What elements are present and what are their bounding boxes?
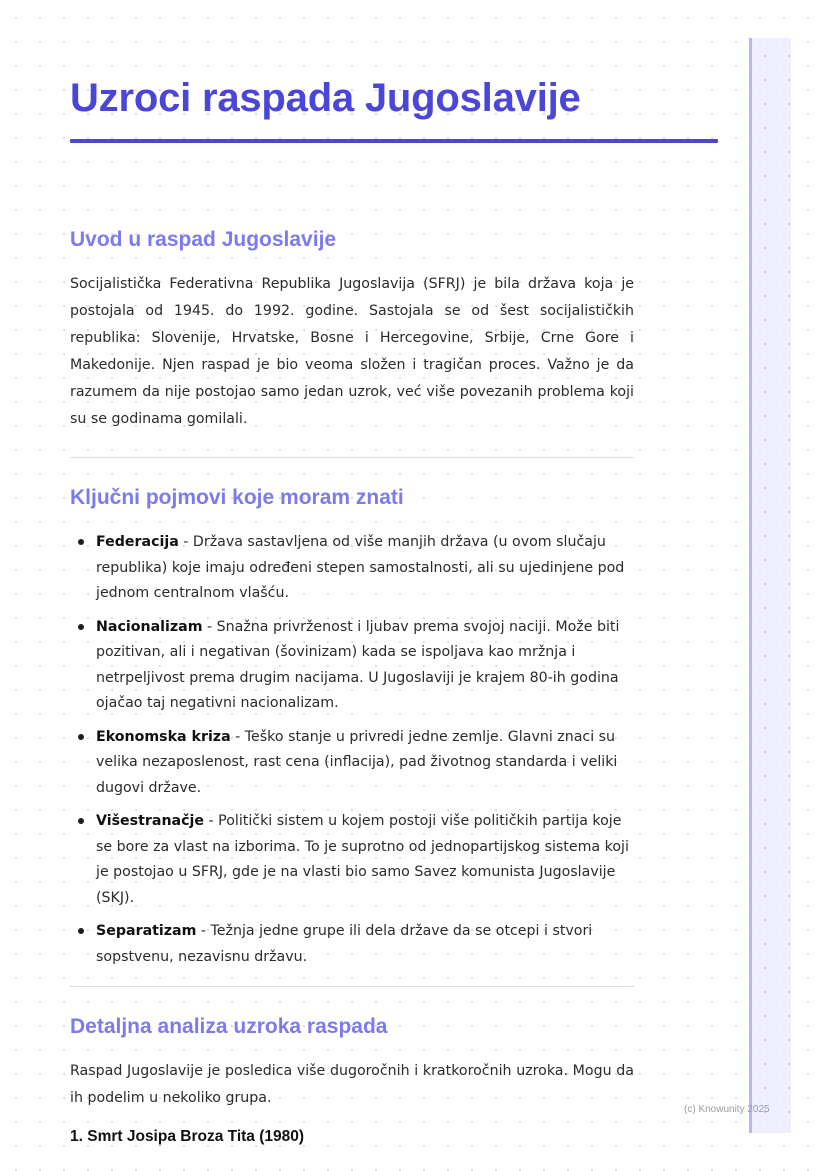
section-divider bbox=[70, 986, 634, 987]
section-divider bbox=[70, 457, 634, 458]
term-label: Višestranačje bbox=[96, 813, 205, 829]
term-definition: - Politički sistem u kojem postoji više političkih partija koje se bore za vlast na izborima. To je suprotno od jednopartijskog sistema koji je postojao u SFRJ, gde je na vlasti bio samo Savez komunista Jugoslavije (SKJ). bbox=[96, 813, 629, 906]
bullet-icon bbox=[78, 624, 84, 630]
list-item bbox=[70, 919, 634, 970]
page-margin-strip bbox=[749, 38, 791, 1133]
page-margin-line bbox=[749, 38, 752, 1133]
subheading-tito-death: 1. Smrt Josipa Broza Tita (1980) bbox=[70, 1128, 305, 1145]
term-definition: - Država sastavljena od više manjih država (u ovom slučaju republika) koje imaju određeni stepen samostalnosti, ali su ujedinjene pod jednom centralnom vlašću. bbox=[96, 534, 625, 601]
list-item bbox=[70, 530, 634, 607]
term-definition: - Snažna privrženost i ljubav prema svojoj naciji. Može biti pozitivan, ali i negativan (šovinizam) kada se ispoljava kao mržnja i netrpeljivost prema drugim nacijama. U Jugoslaviji je krajem 80-ih godina ojačao taj negativni nacionalizam. bbox=[96, 618, 620, 711]
term-label: Federacija bbox=[96, 534, 179, 550]
section-heading-intro: Uvod u raspad Jugoslavije bbox=[70, 228, 337, 251]
term-definition: - Teško stanje u privredi jedne zemlje. Glavni znaci su velika nezaposlenost, rast cena (inflacija), pad životnog standarda i veliki dugovi države. bbox=[96, 728, 618, 796]
section-heading-analysis: Detaljna analiza uzroka raspada bbox=[70, 1015, 388, 1038]
list-item bbox=[70, 615, 634, 717]
bullet-icon bbox=[78, 734, 84, 740]
page-title: Uzroci raspada Jugoslavije bbox=[70, 76, 581, 120]
term-label: Nacionalizam bbox=[96, 618, 203, 635]
copyright-footer: (c) Knowunity 2025 bbox=[684, 1104, 770, 1115]
list-item bbox=[70, 809, 634, 911]
document-body bbox=[70, 74, 634, 1148]
bullet-icon bbox=[78, 818, 84, 824]
bullet-icon bbox=[78, 928, 84, 934]
term-label: Ekonomska kriza bbox=[96, 728, 231, 745]
analysis-paragraph: Raspad Jugoslavije je posledica više dugoročnih i kratkoročnih uzroka. Mogu da ih podelim u nekoliko grupa. bbox=[70, 1063, 634, 1106]
key-terms-list bbox=[70, 530, 634, 970]
intro-paragraph: Socijalistička Federativna Republika Jugoslavija (SFRJ) je bila država koja je postojala od 1945. do 1992. godine. Sastojala se od šest socijalističkih republika: Slovenije, Hrvatske, Bosne i Hercegovine, Srbije, Crne Gore i Makedonije. Njen raspad je bio veoma složen i tragičan proces. Važno je da razumem da nije postojao samo jedan uzrok, već više povezanih problema koji su se godinama gomilali. bbox=[70, 276, 634, 427]
term-definition: - Težnja jedne grupe ili dela države da se otcepi i stvori sopstvenu, nezavisnu državu. bbox=[96, 923, 593, 965]
list-item bbox=[70, 725, 634, 802]
term-label: Separatizam bbox=[96, 923, 197, 939]
bullet-icon bbox=[78, 539, 84, 545]
section-heading-key-terms: Ključni pojmovi koje moram znati bbox=[70, 486, 404, 509]
